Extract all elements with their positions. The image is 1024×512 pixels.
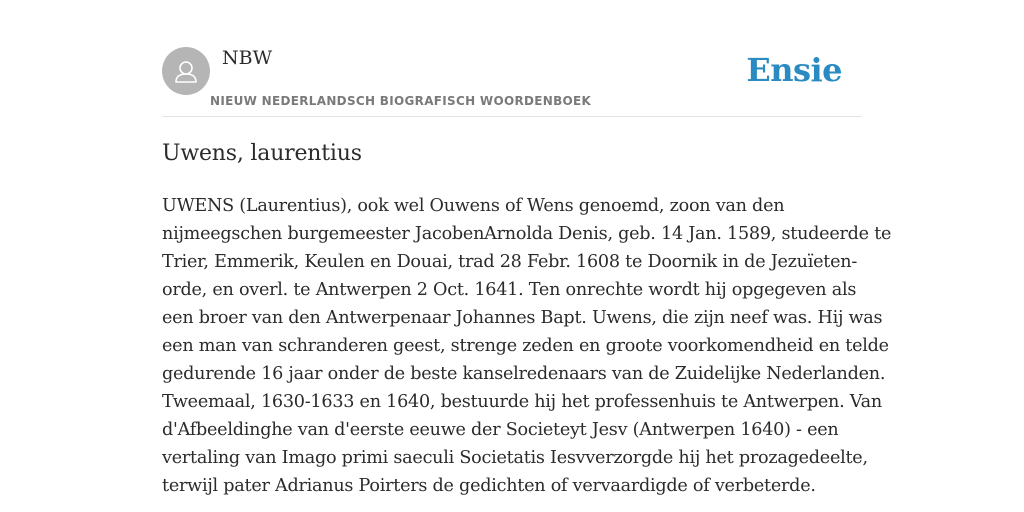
article-line: Trier, Emmerik, Keulen en Douai, trad 28 Febr. 1608 te Doornik in de Jezuïeten- bbox=[162, 252, 858, 272]
article-line: een man van schranderen geest, strenge zeden en groote voorkomendheid en telde bbox=[162, 336, 889, 356]
source-full-name[interactable]: NIEUW NEDERLANDSCH BIOGRAFISCH WOORDENBOEK bbox=[210, 94, 592, 108]
source-header bbox=[162, 0, 862, 117]
article-line: vertaling van Imago primi saeculi Societatis Iesvverzorgde hij het prozagedeelte, bbox=[162, 448, 868, 468]
ensie-logo[interactable]: Ensie bbox=[746, 51, 842, 89]
article-line: gedurende 16 jaar onder de beste kanselredenaars van de Zuidelijke Nederlanden. bbox=[162, 364, 886, 384]
article-line: een broer van den Antwerpenaar Johannes Bapt. Uwens, die zijn neef was. Hij was bbox=[162, 308, 883, 328]
article-line: UWENS (Laurentius), ook wel Ouwens of Wens genoemd, zoon van den bbox=[162, 196, 785, 216]
source-abbreviation[interactable]: NBW bbox=[222, 47, 273, 69]
page bbox=[162, 0, 892, 496]
article-line: Tweemaal, 1630-1633 en 1640, bestuurde hij het professenhuis te Antwerpen. Van bbox=[162, 392, 882, 412]
source-avatar[interactable] bbox=[162, 47, 210, 95]
article-title: Uwens, laurentius bbox=[162, 141, 362, 166]
article-line: orde, en overl. te Antwerpen 2 Oct. 1641. Ten onrechte wordt hij opgegeven als bbox=[162, 280, 857, 300]
article-body bbox=[162, 192, 892, 500]
article-line: d'Afbeeldinghe van d'eerste eeuwe der Societeyt Jesv (Antwerpen 1640) - een bbox=[162, 420, 839, 440]
article-line: terwijl pater Adrianus Poirters de gedichten of vervaardigde of verbeterde. bbox=[162, 476, 816, 496]
article-line: nijmeegschen burgemeester JacobenArnolda Denis, geb. 14 Jan. 1589, studeerde te bbox=[162, 224, 892, 244]
user-icon bbox=[162, 47, 210, 95]
